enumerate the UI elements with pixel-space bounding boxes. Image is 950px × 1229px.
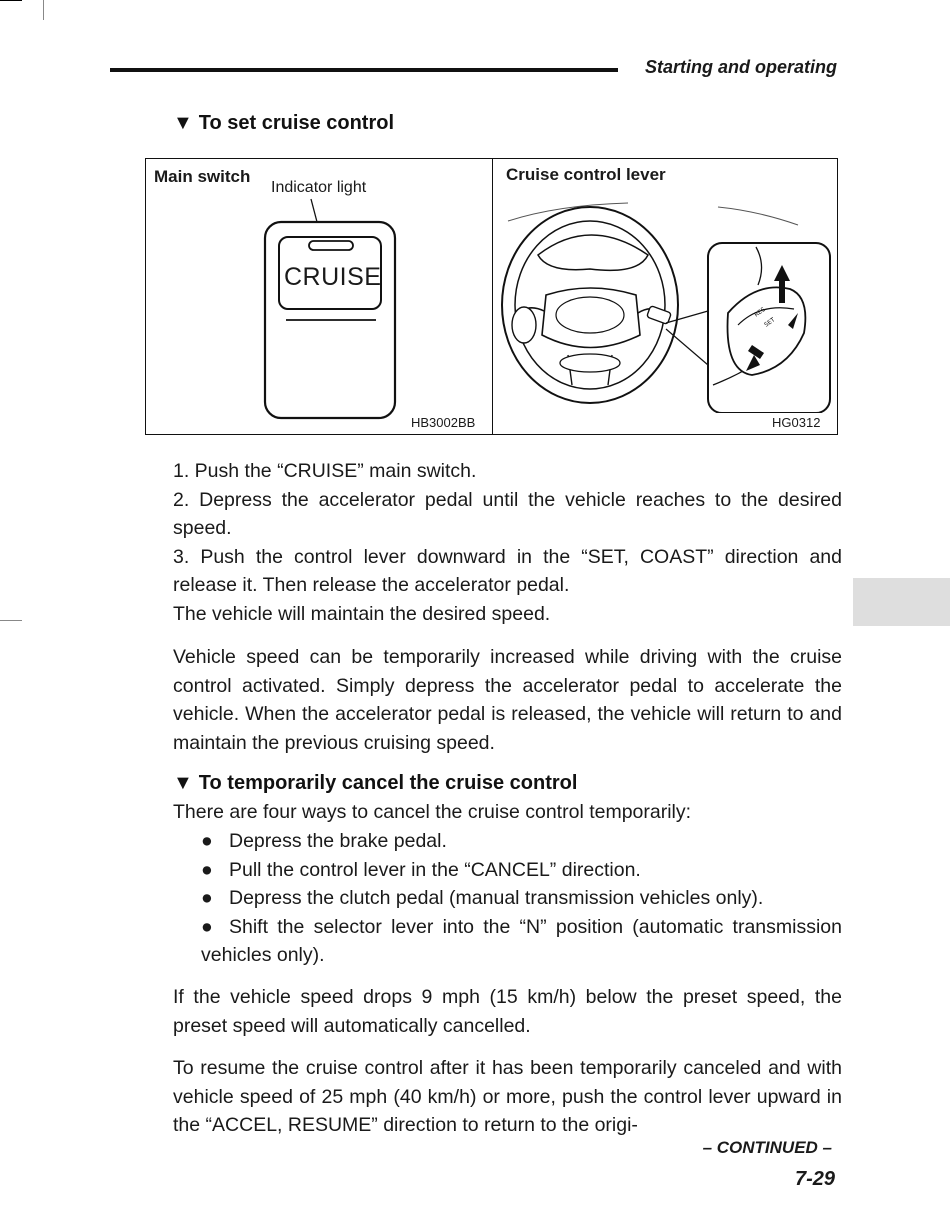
bullet-icon: ● [201,915,213,938]
bullet-icon: ● [201,858,213,881]
figure-code-right: HG0312 [772,415,821,430]
main-switch-label: Main switch [154,167,251,186]
bullet-icon: ● [201,887,213,909]
step-2: 2. Depress the accelerator pedal until the vehicle reaches to the desired speed. [173,488,842,539]
section-heading-text: To set cruise control [198,112,395,134]
figure-code-left: HB3002BB [411,415,476,430]
paragraph-resume: To resume the cruise control after it has been temporarily canceled and with vehicle speed of 25 mph (40 km/h) or more, push the control lever upward in the “ACCEL, RESUME” direction to return to the origi- [173,1057,842,1136]
crop-mark-top-vert [43,0,44,20]
running-header: Starting and operating [644,57,837,77]
page-number: 7-29 [794,1168,835,1190]
step-result: The vehicle will maintain the desired speed. [173,602,551,625]
bullet-icon: ● [201,830,213,852]
cruise-lever-label: Cruise control lever [506,165,666,184]
cruise-switch-text: CRUISE [284,263,382,291]
list-item: ● Pull the control lever in the “CANCEL” direction. [201,856,842,885]
section-side-tab [853,578,950,626]
cancel-intro: There are four ways to cancel the cruise control temporarily: [173,801,692,823]
section-heading-cancel [173,772,577,795]
paragraph-speed-drop: If the vehicle speed drops 9 mph (15 km/h) below the preset speed, the preset speed will automatically cancelled. [173,986,842,1037]
triangle-marker-icon: ▼ [173,772,193,794]
crop-mark-left-mid [0,620,22,621]
cruise-main-switch-icon [256,197,406,422]
steps-list [173,457,842,628]
step-1: 1. Push the “CRUISE” main switch. [173,460,477,482]
crop-mark-left-top [0,0,22,1]
triangle-marker-icon: ▼ [173,112,193,134]
list-item: ● Depress the clutch pedal (manual transmission vehicles only). [201,884,842,913]
indicator-light-callout: Indicator light [271,179,367,196]
list-item: ● Depress the brake pedal. [201,827,842,856]
svg-text:RES: RES [753,306,767,319]
section-heading-set-cruise [173,112,394,135]
header-rule [110,68,618,72]
steering-wheel-lever-icon [498,185,836,413]
section-heading-text: To temporarily cancel the cruise control [198,772,578,794]
continued-label: – CONTINUED – [702,1138,832,1157]
figure-cruise-controls [145,158,838,435]
cancel-bullets [201,827,842,970]
svg-text:SET: SET [763,316,777,329]
paragraph-speed-increase: Vehicle speed can be temporarily increased while driving with the cruise control activated. Simply depress the accelerator pedal to accelerate the vehicle. When the accelerator pedal is released, the vehicle will return to and maintain the previous cruising speed. [173,646,842,754]
list-item: ● Shift the selector lever into the “N” position (automatic transmission vehicles only). [201,913,842,970]
figure-divider [492,159,493,434]
step-3: 3. Push the control lever downward in the “SET, COAST” direction and release it. Then release the accelerator pedal. [173,545,842,596]
